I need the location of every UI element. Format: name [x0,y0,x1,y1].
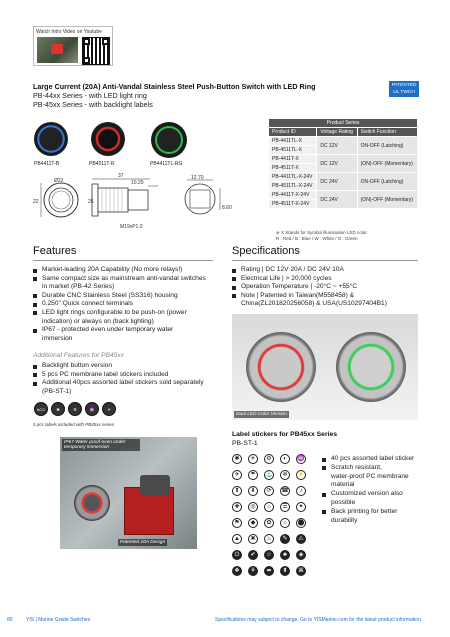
specifications-list [232,266,422,309]
intro-video-box[interactable] [33,26,113,66]
list-item: Operation Temperature | -20°C ~ +55°C [232,283,422,292]
sticker-sample-icon: ⏻ [232,550,242,560]
table-cell: PB-4411TL-X-24V [269,173,317,182]
product-image-pb4411tl-rg [151,122,187,158]
sticker-sample-icon: ✖ [248,534,258,544]
dim-height: 22 [33,199,39,205]
table-title: Product Series [269,119,418,128]
list-item: Backlight button version [33,362,233,371]
features-list [33,266,233,343]
table-cell: PB-4411T-X [269,155,317,164]
sticker-sample-icon: ⬤ [297,520,305,526]
table-cell: PB-4511TL-X-24V [269,182,317,191]
footer [0,614,450,626]
sticker-sample-icon: ⚘ [248,566,258,576]
table-cell: (ON)-OFF (Momentary) [357,155,417,173]
list-item: material [331,481,355,489]
list-item: IP67 - protected even under temporary water [33,326,233,335]
list-item: Scratch resistant, [322,464,422,473]
divider [232,260,418,261]
table-row [269,191,418,200]
sticker-sample-icon: ▲ [232,534,242,544]
sticker-sample-icon: ☆ [264,550,274,560]
sticker-sample-icon: ⚑ [232,518,242,528]
sticker-sample-icon: ♒ [297,456,305,462]
table-cell: DC 24V [317,173,357,191]
sticker-sample-icon: ✦ [296,502,306,512]
page-title: Large Current (20A) Anti-Vandal Stainless Steel Push-Button Switch with LED Ring [33,82,316,91]
table-cell: PB-4511T-X [269,164,317,173]
table-row [269,173,418,182]
sticker-grid [232,454,312,584]
additional-features-heading: Additional Features for PB45xx [33,352,124,359]
specifications-heading: Specifications [232,245,300,257]
table-cell: (ON)-OFF (Momentary) [357,191,417,209]
table-cell: PB-4411T-X-24V [269,191,317,200]
product-image-pb4511t-r [91,122,125,156]
sticker-sample-icon: ⟳ [264,486,274,496]
note-line: ※ X Stands for Symbol illumination LED color. [276,230,368,235]
list-item: 40 pcs assorted label sticker [322,455,422,464]
table-cell: ON-OFF (Latching) [357,137,417,155]
video-caption: Watch Intro Video on Youtube [36,29,102,35]
sticker-sample-icon: ❖ [232,566,242,576]
list-item: Additional 40pcs assorted label stickers sold separately [33,379,233,388]
sticker-sample-icon: ⬇ [248,486,258,496]
table-cell: PB-4411TL-X [269,137,317,146]
sticker-sample-icon: ♨ [264,534,274,544]
dim-diameter: Ø22 [54,178,64,184]
divider [33,260,213,261]
badge-line1: PATENTED [391,83,417,88]
product-label: PB4411T-B [34,161,60,167]
table-header: Switch Function [357,128,417,137]
underwater-switch [74,485,110,521]
sticker-sample-icon: ❄ [280,470,290,480]
list-item: (PB-ST-1) [42,387,72,395]
sticker-icon: ♒ [85,402,99,416]
table-row [269,155,418,164]
table-header: Voltage Rating [317,128,357,137]
sticker-sample-icon: ✚ [232,502,242,512]
subtitle-pb44: PB-44xx Series - with LED light ring [33,91,147,100]
list-item: water-proof PC membrane [331,472,409,480]
sticker-sample-icon: ✎ [280,534,290,544]
sticker-sample-icon: ◎ [248,502,258,512]
photo-caption: Patented 20A Design [120,540,166,545]
video-thumbnail[interactable] [37,37,78,63]
list-item: Back printing for better [322,508,422,517]
dim-thread: M19xP1.0 [120,224,143,230]
sticker-caption: 5 pcs labels included with PB45xx series [33,422,115,427]
features-heading: Features [33,245,77,257]
list-item: Durable CNC Stainless Steel (SS316) housing [33,292,233,301]
product-label: PB4511T-R [89,161,115,167]
sticker-sample-icon: ♪ [296,486,306,496]
dim-body: 25 [88,199,94,205]
subtitle-pb45: PB-45xx Series - with backlight labels [33,100,153,109]
sticker-sample-icon: ⚓ [265,472,273,478]
sticker-sample-icon: ⌂ [264,502,274,512]
list-item: Rating | DC 12V 20A / DC 24V 10A [232,266,422,275]
sticker-sample-icon: ☂ [248,470,258,480]
table-note [276,230,368,242]
list-item: immersion [42,334,73,342]
sticker-sample-icon: ☎ [281,488,289,494]
list-item: Customized version also [322,490,422,499]
sticker-icon: ACC [34,402,48,416]
sticker-sample-icon: ✔ [248,550,258,560]
sticker-sample-icon: ⌘ [298,568,304,574]
sticker-sample-icon: ⬍ [280,566,290,576]
dim-depth: 10.20 [131,180,144,186]
stickers-subheading: PB-ST-1 [232,440,258,447]
product-label: PB4411TL-RG [150,161,183,167]
sticker-sample-icon: ✿ [264,518,274,528]
patented-design-photo [60,437,197,549]
sticker-sample-icon: ⚡ [297,472,305,478]
red-led-switch [246,332,316,402]
table-cell: DC 12V [317,155,357,173]
qr-code-icon [83,38,109,64]
dim-terminal: 12.70 [191,175,204,181]
photo-caption: Dual LED Color Version [236,412,287,417]
list-item: LED light rings configurable to be push-on (power [33,309,233,318]
sticker-sample-icon: ◆ [248,518,258,528]
sticker-sample-icon: ⬆ [232,486,242,496]
dim-length: 37 [118,173,124,179]
sticker-sample-icon: ☰ [280,502,290,512]
photo-caption: IP67 Water proof even under temporary immersion [62,439,140,451]
green-led-switch [336,332,406,402]
list-item: Electrical Life | > 20,000 cycles [232,275,422,284]
sticker-icon: ⚙ [68,402,82,416]
sticker-sample-icon: ⬌ [264,566,274,576]
badge-line2: UL TWCH [393,90,415,95]
sticker-icon: ☀ [102,402,116,416]
table-cell: DC 12V [317,137,357,155]
list-item: Same compact size as mainstream anti-vandal switches [33,275,233,284]
table-cell: DC 24V [317,191,357,209]
list-item: durability [331,516,358,524]
page-number: 80 [7,617,13,623]
sticker-icon: ✱ [51,402,65,416]
product-series-table [268,118,418,209]
sticker-sample-icon: ◐ [280,454,290,464]
list-item: in market (PB-42 Series) [42,283,115,291]
cutaway-cap [140,475,170,495]
patent-badge [389,81,419,97]
sticker-sample-icon: ⚠ [296,534,306,544]
sticker-sample-icon: ☀ [248,454,258,464]
dim-pin: 8.60 [222,205,232,211]
stickers-list [322,455,422,525]
table-header: Product ID [269,128,317,137]
sticker-sample-icon: ☼ [280,518,290,528]
list-item: Market-leading 20A Capability (No more relays!) [33,266,233,275]
sticker-sample-icon: ◈ [296,550,306,560]
footer-section: YIS | Marine Grade Switches [26,617,91,623]
sticker-sample-icon: ⚙ [264,454,274,464]
list-item: 0.250" Quick connect terminals [33,300,233,309]
product-image-pb4411t-b [34,122,68,156]
list-item: 5 pcs PC membrane label stickers included [33,371,233,380]
footer-disclaimer: Specifications may subject to change. Go to YISMarine.com for the latest product information. [215,617,423,623]
sticker-sample-icon: ♣ [280,550,290,560]
note-line: R : Red / B : Blue / W : White / G : Green [276,236,358,241]
table-row [269,137,418,146]
table-cell: PB-4511T-X-24V [269,200,317,209]
list-item: possible [331,498,356,506]
list-item: indication) or always on (back lighting) [42,317,154,325]
table-cell: ON-OFF (Latching) [357,173,417,191]
list-item: China(ZL201820256058) & USA(US10297404B1) [241,300,387,308]
sticker-sample-icon: ✈ [232,470,242,480]
list-item: Note | Patented in Taiwan(M558458) & [232,292,422,301]
additional-features-list [33,362,233,396]
sticker-sample-icon: ✱ [232,454,242,464]
dual-led-photo [232,314,418,420]
table-cell: PB-4511TL-X [269,146,317,155]
stickers-heading: Label stickers for PB45xx Series [232,431,338,438]
